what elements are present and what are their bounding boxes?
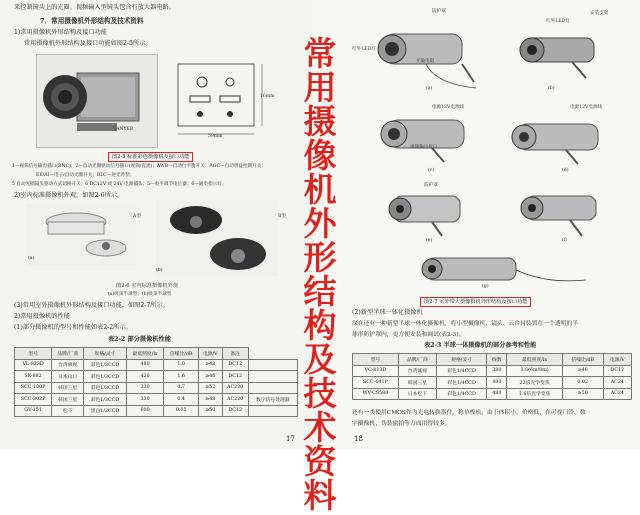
outdoor-camera-a bbox=[366, 6, 492, 94]
table-cell: 日本山口 bbox=[52, 371, 84, 383]
right-page-number: 18 bbox=[354, 435, 363, 443]
cmos-para-1: 还有一类使用CMOS作为光电转换器件，称单板机，由于体积小、价格低，在可视门铃、数 bbox=[352, 410, 586, 416]
table-header-cell: 信噪比/dB bbox=[164, 348, 198, 360]
table-cell: ≥50 bbox=[562, 388, 603, 400]
subsection-dome: (2)新型半球一体化摄像机 bbox=[352, 309, 423, 316]
table-cell: 彩色1/3CCD bbox=[84, 359, 126, 371]
fig-2-7-f-label: (f) bbox=[562, 238, 568, 243]
table-cell: SCC-302P bbox=[15, 394, 52, 406]
table-cell: 台湾旗视 bbox=[52, 359, 84, 371]
outdoor-camera-c bbox=[372, 100, 492, 176]
dim-height: 16mm bbox=[260, 94, 275, 99]
table-cell: 韩国三星 bbox=[398, 377, 436, 389]
dome-camera-a bbox=[26, 204, 136, 266]
table-cell: ≥48 bbox=[198, 359, 222, 371]
table-cell: AC24 bbox=[603, 377, 631, 389]
subsection-performance: 2)常用摄像机的性能 bbox=[14, 313, 70, 320]
vertical-title: 常用摄像机外形结构及技术资料 bbox=[303, 34, 337, 515]
table-2-3-title: 表2-3 半球一体摄像机的部分参考和性能 bbox=[424, 342, 537, 349]
table-cell: AC24 bbox=[603, 388, 631, 400]
table-cell: 420 bbox=[126, 371, 164, 383]
table-cell: 彩色1/3CCD bbox=[84, 371, 126, 383]
table-header-cell: 电源/V bbox=[603, 354, 631, 366]
table-cell: 1.0 bbox=[164, 359, 198, 371]
table-cell: 彩色1/3CCD bbox=[84, 394, 126, 406]
subsection-2: 2)室内标准摄像机外观，如图2-6所示。 bbox=[14, 192, 124, 199]
table-header-cell: 品牌/厂商 bbox=[52, 348, 84, 360]
table-cell: ≥48 bbox=[562, 365, 603, 377]
table-cell: 480 bbox=[487, 377, 507, 389]
table-cell: ≥46 bbox=[198, 371, 222, 383]
table-cell bbox=[248, 359, 297, 371]
table-cell: 彩色1/4CCD bbox=[436, 377, 486, 389]
table-cell: GV-151 bbox=[15, 405, 52, 417]
outdoor-camera-f bbox=[506, 180, 630, 246]
cmos-para-2: 字摄像机，伪装偷拍等方面用得较多。 bbox=[352, 421, 451, 427]
outdoor-camera-g bbox=[396, 250, 596, 292]
table-header-cell: 信噪比/dB bbox=[562, 354, 603, 366]
figure-2-5-desc-2: EE/AI—电子/自动光圈开关；BLC—逆光补偿； bbox=[36, 173, 135, 178]
table-row bbox=[353, 388, 632, 400]
table-header-cell: 最低照度/lx bbox=[126, 348, 164, 360]
table-cell: 480 bbox=[126, 359, 164, 371]
table-row bbox=[15, 382, 298, 394]
table-cell: 380 bbox=[487, 365, 507, 377]
fig-2-7-g-label: (g) bbox=[482, 284, 489, 289]
rear-panel-drawing bbox=[172, 56, 272, 142]
fig-2-7-d-label: (d) bbox=[562, 168, 569, 173]
table-cell: DC12 bbox=[222, 359, 248, 371]
table-header-cell: 线数 bbox=[487, 354, 507, 366]
table-row bbox=[353, 377, 632, 389]
table-cell: 韩国三星 bbox=[52, 382, 84, 394]
table-cell: DC12 bbox=[222, 371, 248, 383]
table-cell: SCC-641P bbox=[353, 377, 399, 389]
outdoor-camera-g-image bbox=[396, 250, 596, 292]
table-cell bbox=[248, 382, 297, 394]
table-cell: 韩国三星 bbox=[52, 394, 84, 406]
label-shield-a: 防护罩 bbox=[432, 9, 446, 14]
outdoor-camera-d-image bbox=[504, 100, 630, 176]
table-cell: DC12 bbox=[222, 405, 248, 417]
table-cell: 0.02 bbox=[562, 377, 603, 389]
table-cell: 数字信号处理器 bbox=[248, 394, 297, 406]
table-2-3 bbox=[352, 353, 632, 400]
dome-para-2: 球形防护罩内，更方便安装和调试(表2-3)。 bbox=[352, 332, 465, 338]
table-cell: VC-813D bbox=[353, 365, 399, 377]
label-power-c: 电源12V电源线 bbox=[432, 105, 465, 110]
table-cell: SCC-100P bbox=[15, 382, 52, 394]
table-cell: AC220 bbox=[222, 394, 248, 406]
box-camera-image bbox=[37, 55, 157, 147]
label-photosensor-a: 光敏电阻 bbox=[416, 59, 435, 64]
table-cell: VL-823D bbox=[15, 359, 52, 371]
figure-2-5-desc-3: 5 自动光圈镜头驱动方式切换开关；6 DC12V 或 24V 电源插头；5—电平调节电位器；6—通电指示灯。 bbox=[12, 182, 227, 187]
fig-2-7-a-label: (a) bbox=[426, 86, 433, 91]
table-cell: 1.6 bbox=[164, 371, 198, 383]
fig-2-7-e-label: (e) bbox=[426, 238, 433, 243]
table-cell: 0.05 bbox=[164, 405, 198, 417]
table-cell: 1.6倍光学变焦 bbox=[507, 388, 562, 400]
table-2-2-title: 表2-2 部分摄像机性能 bbox=[108, 336, 171, 343]
label-ir-led-b: 红外LED灯 bbox=[546, 19, 570, 24]
outdoor-camera-c-image bbox=[372, 100, 492, 176]
table-row bbox=[15, 359, 298, 371]
label-shield-e: 防护罩 bbox=[424, 183, 438, 188]
section-7-heading: 7．常用摄像机外形结构及技术资料 bbox=[40, 17, 144, 25]
figure-2-7-caption: 图2-7 室外带大摄像摄机外形结构及接口功能 bbox=[420, 297, 531, 307]
table-header-cell: 规格/灵寸 bbox=[84, 348, 126, 360]
table-cell: 彩色1/3CCD bbox=[84, 382, 126, 394]
table-header-cell: 备注 bbox=[222, 348, 248, 360]
type-a-label: A型 bbox=[133, 214, 141, 219]
dim-width: 59mm bbox=[208, 134, 223, 139]
dome-para-1: 深在还有一种新型半球一体化摄像机，将小型摄像机、镜头、云台封装置在一个透明的半 bbox=[352, 321, 579, 327]
table-header-cell: 品牌/厂商 bbox=[398, 354, 436, 366]
outdoor-camera-e-image bbox=[372, 180, 496, 246]
rear-panel-diagram bbox=[172, 56, 275, 142]
table-row bbox=[15, 394, 298, 406]
label-ir-led-a: 红外LED灯 bbox=[352, 47, 376, 52]
table-cell: SK-882 bbox=[15, 371, 52, 383]
table-cell: ≥48 bbox=[198, 394, 222, 406]
figure-2-6-caption: 图2-6 室内标准摄像机外观 bbox=[116, 283, 178, 289]
table-cell: 600 bbox=[126, 405, 164, 417]
figure-2-6-subcaption: (a)吸顶半球型；(b)吸顶半球型 bbox=[108, 292, 172, 297]
camera-photo bbox=[36, 54, 158, 148]
subsection-1-text: 常用摄像机外形结构及接口功能如图2-5所示。 bbox=[24, 40, 152, 47]
dome-camera-a-image bbox=[26, 204, 136, 266]
outdoor-camera-f-image bbox=[506, 180, 630, 246]
table-cell: 330 bbox=[126, 382, 164, 394]
table-row bbox=[353, 365, 632, 377]
table-cell: 台湾诚视 bbox=[398, 365, 436, 377]
fig-2-7-b-label: (b) bbox=[548, 86, 555, 91]
table-row bbox=[15, 405, 298, 417]
outdoor-camera-d bbox=[504, 100, 630, 176]
table-cell: 480 bbox=[487, 388, 507, 400]
table-cell: 22倍光学变焦 bbox=[507, 377, 562, 389]
figure-2-5-desc-1: 1—视频信号输出插口(BNC)；2—自动光圈驱动信号插口(视频/直流)；AWB—自动白平衡开关；AGC—自动增益控制开关； bbox=[12, 164, 266, 169]
label-video-c: 视频输出接口 bbox=[410, 145, 438, 150]
table-cell bbox=[248, 405, 297, 417]
table-cell: DC12 bbox=[603, 365, 631, 377]
intro-text: 来控制镜头上的光圈。视频输入型镜头包含有放大器电路。 bbox=[14, 4, 175, 11]
table-cell: 0.7 bbox=[164, 382, 198, 394]
fig-2-7-c-label: (c) bbox=[428, 168, 435, 173]
table-header-cell: 电源/V bbox=[198, 348, 222, 360]
table-row bbox=[15, 371, 298, 383]
table-cell: AC220 bbox=[222, 382, 248, 394]
table-cell: 彩色1/4CCD bbox=[436, 388, 486, 400]
table-cell: 黑白1/2CCD bbox=[84, 405, 126, 417]
outdoor-camera-e bbox=[372, 180, 496, 246]
label-bracket-b: 安装支架 bbox=[590, 11, 609, 16]
table-header-cell: 型号 bbox=[15, 348, 52, 360]
label-power-d: 电源12V电源线 bbox=[570, 105, 603, 110]
table-cell: ≥50 bbox=[198, 405, 222, 417]
table-cell: WV-CS580 bbox=[353, 388, 399, 400]
table-cell: 0.4 bbox=[164, 394, 198, 406]
fig-2-6-a-label: (a) bbox=[28, 256, 35, 261]
table-header-cell: 最低照度/lx bbox=[507, 354, 562, 366]
left-page bbox=[0, 0, 312, 449]
right-page bbox=[312, 0, 640, 449]
subsection-performance-1: (1)部分摄像机的型号和性能如表2-2所示。 bbox=[14, 324, 132, 331]
table-2-2 bbox=[14, 347, 298, 417]
table-header-cell: 型号 bbox=[353, 354, 399, 366]
table-cell: ≥52 bbox=[198, 382, 222, 394]
subsection-1: 1)常用摄像机外形结构及接口功能 bbox=[14, 29, 107, 36]
dome-camera-b-image bbox=[156, 200, 278, 276]
fig-2-6-b-label: (b) bbox=[156, 268, 163, 273]
subsection-3: (3)常用室外摄像机外形结构及接口功能，如图2-7所示。 bbox=[14, 302, 169, 309]
table-cell: 3.6(6m/8m) bbox=[507, 365, 562, 377]
table-cell: 330 bbox=[126, 394, 164, 406]
dome-camera-b bbox=[156, 200, 278, 276]
left-page-number: 17 bbox=[286, 435, 295, 443]
table-cell: 日本松下 bbox=[398, 388, 436, 400]
table-header-cell: 规格/灵寸 bbox=[436, 354, 486, 366]
table-cell: 松下 bbox=[52, 405, 84, 417]
table-cell bbox=[248, 371, 297, 383]
type-b-label: B型 bbox=[278, 214, 286, 219]
figure-2-5-caption: 图2-5 标准彩色摄像机及接口功能 bbox=[108, 152, 193, 162]
table-cell: 彩色1/4CCD bbox=[436, 365, 486, 377]
outdoor-camera-a-image bbox=[366, 6, 492, 94]
camera-brand-label: SANYER bbox=[113, 127, 134, 132]
